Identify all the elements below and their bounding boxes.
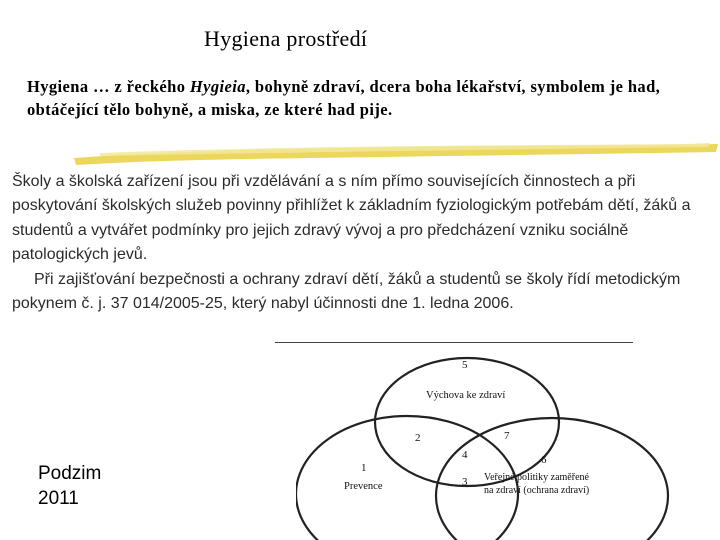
divider-line bbox=[275, 342, 633, 343]
footer-year: 2011 bbox=[38, 488, 79, 509]
regulation-paragraph-2: Při zajišťování bezpečnosti a ochrany zdraví dětí, žáků a studentů se školy řídí metodickým pokynem č. j. 37 014/2005-25, který nabyl účinnosti dne 1. ledna 2006. bbox=[12, 270, 681, 313]
venn-number-3: 3 bbox=[462, 476, 468, 488]
venn-circle-top bbox=[375, 358, 559, 486]
venn-number-1: 1 bbox=[361, 462, 367, 474]
slide-title: Hygiena prostředí bbox=[204, 26, 368, 51]
intro-text-start: Hygiena … z řeckého bbox=[27, 77, 190, 96]
intro-text-end: , bohyně zdraví, dcera boha lékařství, symbolem je had, obtáčející tělo bohyně, a miska, ze které had pije. bbox=[27, 77, 661, 119]
regulation-text bbox=[12, 170, 712, 316]
venn-number-2: 2 bbox=[415, 432, 421, 444]
footer-date bbox=[38, 461, 101, 511]
venn-diagram bbox=[296, 344, 720, 540]
regulation-paragraph-1: Školy a školská zařízení jsou při vzdělávání a s ním přímo souvisejících činnostech a při poskytování školských služeb povinny přihlížet k základním fyziologickým potřebám dětí, žáků a studentů a vytvářet podmínky pro jejich zdravý vývoj a pro předcházení vzniku sociálně patologických jevů. bbox=[12, 173, 691, 264]
venn-label-left: Prevence bbox=[344, 481, 383, 492]
intro-paragraph bbox=[27, 75, 717, 121]
venn-number-4: 4 bbox=[462, 449, 468, 461]
venn-number-7: 7 bbox=[504, 430, 510, 442]
highlighter-stroke bbox=[70, 138, 720, 168]
venn-label-right-line1: Veřejné politiky zaměřené bbox=[484, 472, 589, 483]
venn-label-right-line2: na zdraví (ochrana zdraví) bbox=[484, 485, 590, 496]
intro-term: Hygieia bbox=[189, 77, 246, 96]
footer-season: Podzim bbox=[38, 463, 102, 484]
venn-label-top: Výchova ke zdraví bbox=[426, 390, 506, 401]
venn-number-6: 6 bbox=[541, 454, 547, 466]
venn-number-5: 5 bbox=[462, 359, 468, 371]
